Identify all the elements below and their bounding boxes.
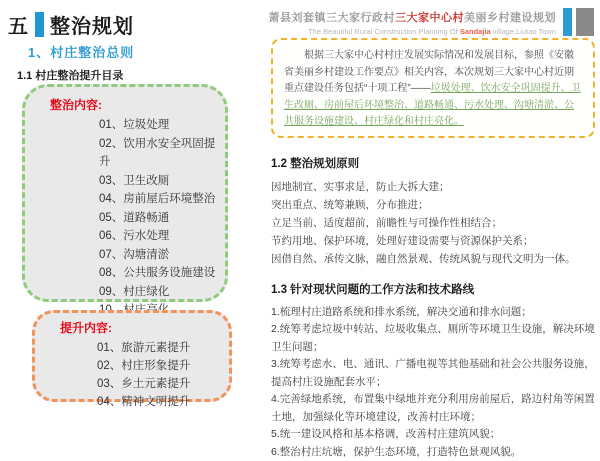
renovation-content-box <box>22 84 228 302</box>
subtitle-en-prefix: The Beautiful Rural Construction Planning Of <box>308 27 460 36</box>
renovation-item: 07、沟塘清淤 <box>99 246 225 265</box>
section-1-3-heading: 1.3 针对现状问题的工作方法和技术路线 <box>271 281 595 297</box>
upgrade-content-box <box>32 310 232 402</box>
title-accent-bar <box>35 12 44 37</box>
section-1-1-title: 1.1 村庄整治提升目录 <box>17 67 123 83</box>
section-1-2-lines <box>271 178 595 268</box>
header-decor-blue-rect <box>563 8 572 36</box>
principle-line: 立足当前、适度超前，前瞻性与可操作性相结合； <box>271 214 595 232</box>
header-subtitle <box>269 9 557 36</box>
section-number: 五 <box>8 10 28 39</box>
renovation-item-list <box>25 116 225 320</box>
section-1-3-lines <box>271 304 595 461</box>
right-column <box>271 38 595 461</box>
renovation-item: 09、村庄绿化 <box>99 283 225 302</box>
renovation-item: 02、饮用水安全巩固提升 <box>99 135 225 172</box>
subtitle-en-suffix: village,Liutao Town <box>491 27 556 36</box>
method-line: 6.整治村庄坑塘，保护生态环境，打造特色景观风貌。 <box>271 444 595 461</box>
upgrade-item: 03、乡土元素提升 <box>97 375 229 393</box>
upgrade-item-list <box>35 339 229 411</box>
subtitle-cn-suffix: 美丽乡村建设规划 <box>464 12 556 24</box>
method-line: 5.统一建设风格和基本格调，改善村庄建筑风貌； <box>271 426 595 444</box>
renovation-item: 01、垃圾处理 <box>99 116 225 135</box>
subtitle-en-highlight: Sandajia <box>460 27 491 36</box>
intro-text: 根据三大家中心村村庄发展实际情况和发展目标，参照《安徽省美丽乡村建设工作要点》相关内容，本次规划三大家中心村近期重点建设任务包括“十项工程”—— <box>284 50 574 94</box>
intro-paragraph <box>284 48 582 131</box>
method-line: 4.完善绿地系统，布置集中绿地并充分利用房前屋后，路边村角等闲置土地，加强绿化等环境建设，改善村庄环境； <box>271 391 595 426</box>
upgrade-item: 04、精神文明提升 <box>97 393 229 411</box>
subtitle-cn-prefix: 萧县刘套镇三大家行政村 <box>269 12 396 24</box>
principle-line: 突出重点、统筹兼顾，分布推进； <box>271 196 595 214</box>
method-line: 2.统筹考虑垃圾中转站、垃圾收集点、厕所等环境卫生设施，解决环境卫生问题； <box>271 321 595 356</box>
renovation-item: 08、公共服务设施建设 <box>99 264 225 283</box>
intro-highlight-box <box>271 38 595 138</box>
principle-line: 因借自然、承传文脉，融自然景观、传统风貌与现代文明为一体。 <box>271 250 595 268</box>
principle-line: 节约用地、保护环境，处理好建设需要与资源保护关系； <box>271 232 595 250</box>
page-title: 整治规划 <box>50 10 134 39</box>
section-1-title: 1、村庄整治总则 <box>28 42 134 61</box>
renovation-item: 06、污水处理 <box>99 227 225 246</box>
renovation-item: 03、卫生改厕 <box>99 172 225 191</box>
method-line: 1.梳理村庄道路系统和排水系统，解决交通和排水问题； <box>271 304 595 322</box>
renovation-item: 05、道路畅通 <box>99 209 225 228</box>
renovation-item: 04、房前屋后环境整治 <box>99 190 225 209</box>
header <box>8 10 134 39</box>
upgrade-box-label: 提升内容: <box>60 319 229 336</box>
upgrade-item: 02、村庄形象提升 <box>97 357 229 375</box>
upgrade-item: 01、旅游元素提升 <box>97 339 229 357</box>
renovation-box-label: 整治内容: <box>50 96 225 113</box>
intro-text-underlined: 垃圾处理、饮水安全巩固提升、卫生改厕、房前屋后环境整治、道路畅通、污水处理、沟塘清淤、公共服务设施建设、村庄绿化和村庄亮化。 <box>284 83 581 127</box>
subtitle-cn-highlight: 三大家中心村 <box>395 12 464 24</box>
section-1-2-heading: 1.2 整治规划原则 <box>271 155 595 171</box>
subtitle-chinese <box>269 9 557 25</box>
subtitle-english <box>269 27 557 36</box>
header-decor-gray-rect <box>576 8 594 36</box>
method-line: 3.统筹考虑水、电、通讯、广播电视等其他基础和社会公共服务设施，提高村庄设施配套水平； <box>271 356 595 391</box>
principle-line: 因地制宜、实事求是，防止大拆大建； <box>271 178 595 196</box>
